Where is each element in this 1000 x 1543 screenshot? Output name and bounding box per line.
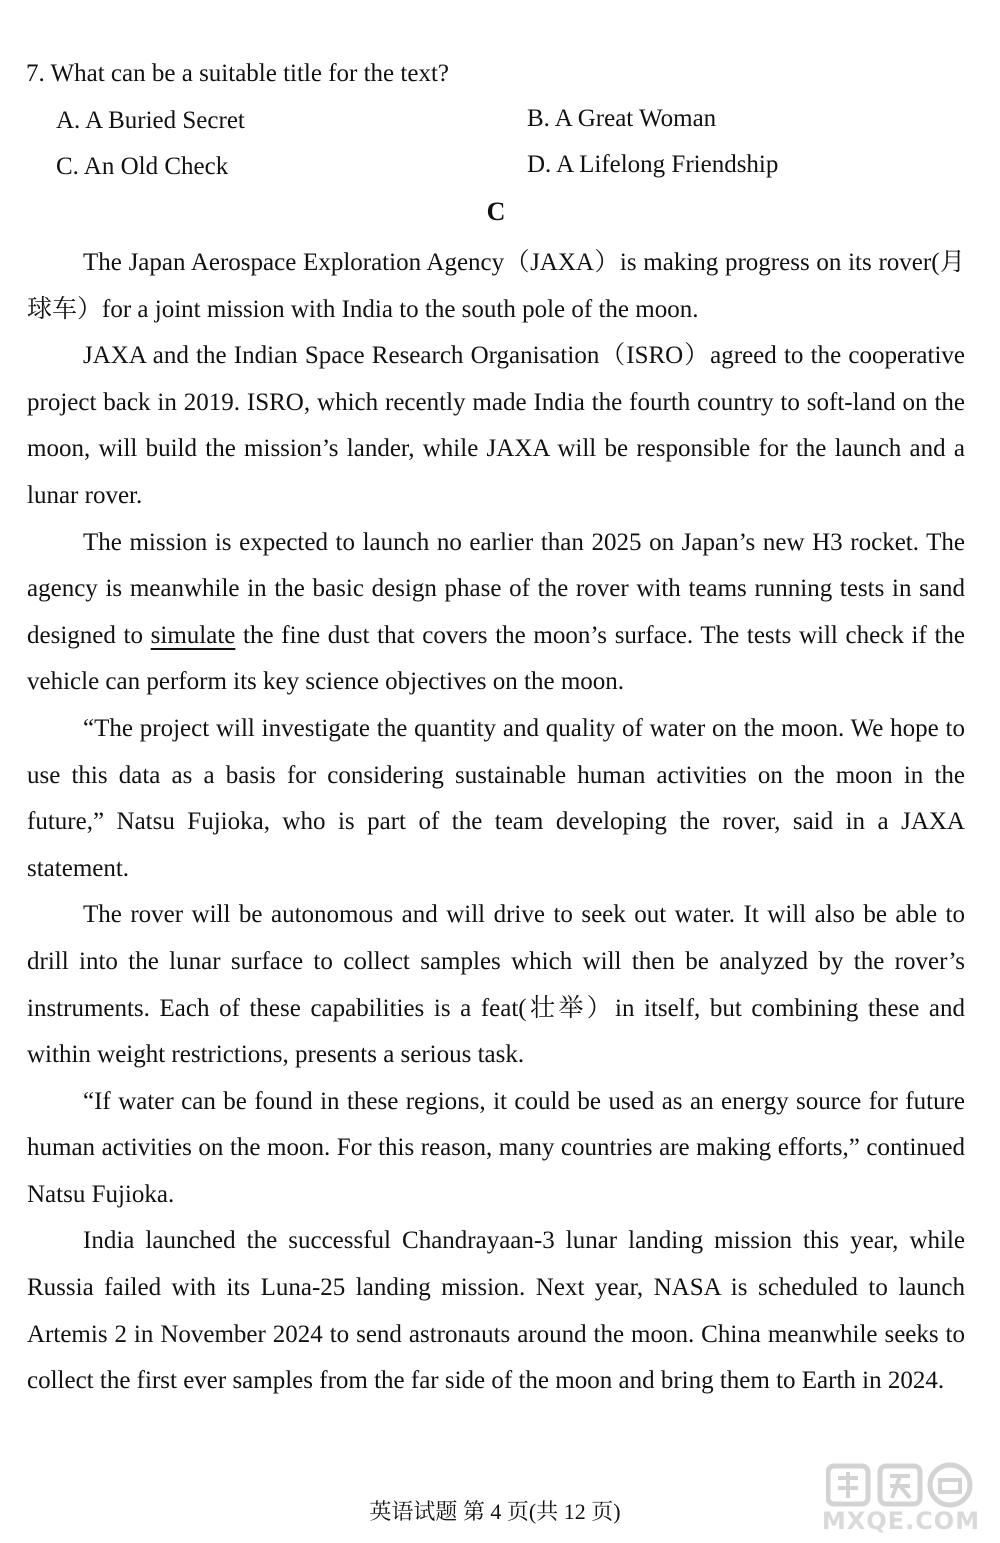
- paragraph-2: JAXA and the Indian Space Research Organisation（ISRO）agreed to the cooperative project back in 2019. ISRO, which recently made India the fourth country to soft-land on the moon, will build the mission’s lander, while JAXA will be responsible for the launch and a lunar rover.: [27, 342, 965, 509]
- paragraph-4: “The project will investigate the quantity and quality of water on the moon. We hope to use this data as a basis for considering sustainable human activities on the moon in the future,” Natsu Fujioka, who is part of the team developing the rover, said in a JAXA statement.: [27, 714, 965, 882]
- paragraph-1: The Japan Aerospace Exploration Agency（JAXA）is making progress on its rover(月球车）for a joint mission with India to the south pole of the moon.: [27, 249, 965, 323]
- paragraph-7: India launched the successful Chandrayaan-3 lunar landing mission this year, while Russia failed with its Luna-25 landing mission. Next year, NASA is scheduled to launch Artemis 2 in November 2024 to send astronauts around the moon. China meanwhile seeks to collect the first ever samples from the far side of the moon and bring them to Earth in 2024.: [27, 1227, 965, 1395]
- option-a: A. A Buried Secret: [56, 107, 245, 134]
- watermark-text: MXQE.COM: [821, 1507, 981, 1535]
- paragraph-3-text-before: The mission is expected to launch no earlier than 2025 on Japan’s new H3 rocket. The agency is meanwhile in the basic design phase of the rover with teams running tests in sand designed to: [27, 528, 965, 649]
- question-stem: 7. What can be a suitable title for the text?: [26, 60, 449, 87]
- section-heading: [0, 194, 1000, 230]
- watermark-emblem-icon: [826, 1462, 976, 1508]
- page-number-label: 英语试题 第 4 页(共 12 页): [369, 1499, 621, 1524]
- reading-passage: [27, 240, 965, 1405]
- section-letter: C: [486, 197, 506, 226]
- paragraph-6: “If water can be found in these regions, it could be used as an energy source for future human activities on the moon. For this reason, many countries are making efforts,” continued Natsu Fujioka.: [27, 1087, 965, 1208]
- paragraph-3: [27, 520, 965, 706]
- option-b: B. A Great Woman: [527, 105, 717, 132]
- paragraph-5: The rover will be autonomous and will drive to seek out water. It will also be able to drill into the lunar surface to collect samples which will then be analyzed by the rover’s instruments. Each of these capabilities is a feat(壮举）in itself, but combining these and within weight restrictions, presents a serious task.: [27, 901, 965, 1069]
- option-c: C. An Old Check: [56, 153, 229, 180]
- paragraph-3-text-after: the fine dust that covers the moon’s surface. The tests will check if the vehicle can perform its key science objectives on the moon.: [27, 621, 965, 696]
- underlined-word: simulate: [150, 621, 236, 649]
- option-d: D. A Lifelong Friendship: [527, 151, 779, 178]
- watermark-logo: [816, 1462, 986, 1538]
